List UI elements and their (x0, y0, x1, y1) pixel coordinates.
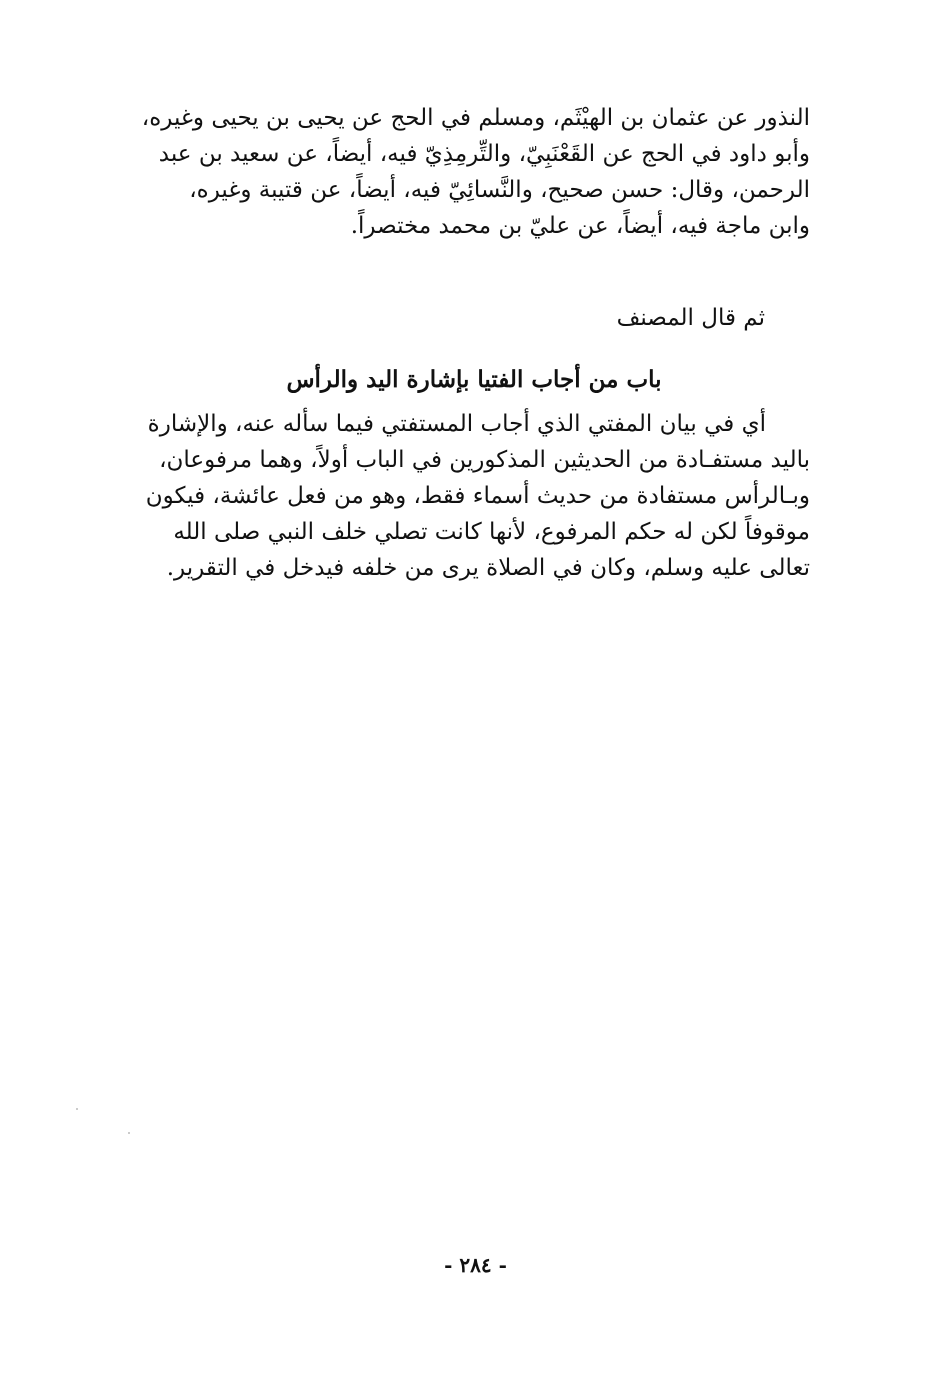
text-line: باليد مستفـادة من الحديثين المذكورين في الباب أولاً، وهما مرفوعان، (159, 447, 810, 473)
text-line: وبـالرأس مستفادة من حديث أسماء فقط، وهو من فعل عائشة، فيكون (145, 483, 810, 509)
author-statement: ثم قال المصنف (616, 305, 765, 331)
text-line: وابن ماجة فيه، أيضاً، عن عليّ بن محمد مختصراً. (350, 213, 810, 239)
scan-speck (76, 1108, 78, 1110)
chapter-heading: باب من أجاب الفتيا بإشارة اليد والرأس (286, 366, 662, 393)
paragraph-continuation (138, 100, 810, 244)
commentary-paragraph (138, 406, 810, 586)
text-line: موقوفاً لكن له حكم المرفوع، لأنها كانت تصلي خلف النبي صلى الله (173, 519, 810, 545)
text-line: وأبو داود في الحج عن القَعْنَبِيّ، والتِّرمِذِيّ فيه، أيضاً، عن سعيد بن عبد (158, 141, 810, 167)
page-number: - ٢٨٤ - (444, 1253, 507, 1277)
text-line: النذور عن عثمان بن الهيْثَم، ومسلم في الحج عن يحيى بن يحيى وغيره، (141, 105, 810, 131)
text-line: الرحمن، وقال: حسن صحيح، والنَّسائِيّ فيه، أيضاً، عن قتيبة وغيره، (189, 177, 810, 203)
scan-speck (128, 1132, 130, 1134)
text-line: تعالى عليه وسلم، وكان في الصلاة يرى من خلفه فيدخل في التقرير. (166, 555, 810, 581)
text-line: أي في بيان المفتي الذي أجاب المستفتي فيما سأله عنه، والإشارة (147, 411, 766, 437)
